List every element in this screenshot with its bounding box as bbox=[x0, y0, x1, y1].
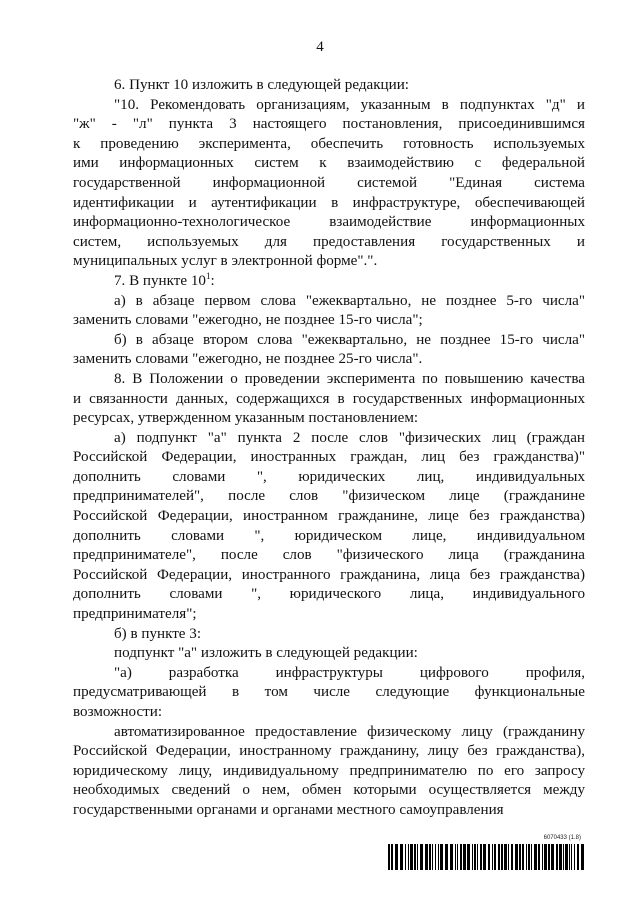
document-code: 6070433 (1.8) bbox=[543, 835, 581, 841]
paragraph-line: необходимых сведений о нем, обмен которыми осуществляется между bbox=[73, 782, 585, 799]
paragraph-line: и связанности данных, содержащихся в государственных информационных bbox=[73, 390, 585, 407]
paragraph-line: муниципальных услуг в электронной форме".". bbox=[73, 253, 378, 270]
paragraph-line: "ж" - "л" пункта 3 настоящего постановления, присоединившимся bbox=[73, 116, 585, 133]
paragraph-line: возможности: bbox=[73, 704, 163, 720]
barcode-image bbox=[388, 844, 588, 870]
paragraph-line: идентификации и аутентификации в инфраструктуре, обеспечивающей bbox=[73, 194, 585, 211]
paragraph-line: 7. В пункте $10^1$: bbox=[114, 270, 215, 289]
paragraph-line: предпринимателя"; bbox=[73, 606, 197, 623]
paragraph-line: информационно-технологическое взаимодействие информационных bbox=[73, 214, 585, 231]
paragraph-line: а) в абзаце первом слова "ежеквартально, не позднее 5-го числа" bbox=[114, 292, 585, 309]
paragraph-line: заменить словами "ежегодно, не позднее 25-го числа". bbox=[73, 351, 423, 368]
paragraph-line: предпринимателе", после слов "физического лица (гражданина bbox=[73, 547, 585, 564]
paragraph-line: предусматривающей в том числе следующие функциональные bbox=[73, 684, 585, 701]
paragraph-line: Российской Федерации, иностранном гражданине, лице без гражданства) bbox=[73, 508, 585, 525]
paragraph-line: а) подпункт "а" пункта 2 после слов "физических лиц (граждан bbox=[114, 429, 585, 446]
paragraph-line: Российской Федерации, иностранному гражданину, лицу без гражданства), bbox=[73, 743, 585, 760]
paragraph-line: "а) разработка инфраструктуры цифрового профиля, bbox=[114, 664, 585, 681]
paragraph-line: государственной информационной системой "Единая система bbox=[73, 174, 585, 191]
document-stamp bbox=[388, 834, 588, 872]
paragraph-line: "10. Рекомендовать организациям, указанным в подпунктах "д" и bbox=[114, 96, 585, 113]
paragraph-line: подпункт "а" изложить в следующей редакции: bbox=[114, 645, 418, 662]
page-number: 4 bbox=[316, 39, 324, 55]
paragraph-line: 8. В Положении о проведении эксперимента по повышению качества bbox=[114, 370, 585, 387]
paragraph-line: дополнить словами ", юридического лица, индивидуального bbox=[73, 586, 585, 603]
paragraph-line: ими информационных систем к взаимодействию с федеральной bbox=[73, 155, 585, 172]
paragraph-line: дополнить словами ", юридическом лице, индивидуальном bbox=[73, 527, 585, 544]
paragraph-line: б) в абзаце втором слова "ежеквартально, не позднее 15-го числа" bbox=[114, 331, 585, 348]
paragraph-line: ресурсах, утвержденном указанным постановлением: bbox=[73, 410, 419, 427]
superscript: 1 bbox=[205, 270, 211, 281]
document-body bbox=[73, 76, 585, 821]
paragraph-line: Российской Федерации, иностранных граждан, лиц без гражданства)" bbox=[73, 449, 585, 466]
paragraph-line: дополнить словами ", юридических лиц, индивидуальных bbox=[73, 468, 585, 485]
paragraph-line: автоматизированное предоставление физическому лицу (гражданину bbox=[114, 723, 585, 740]
paragraph-line: систем, используемых для предоставления государственных и bbox=[73, 233, 585, 250]
paragraph-line: к проведению эксперимента, обеспечить готовность используемых bbox=[73, 135, 585, 152]
paragraph-line: юридическому лицу, индивидуальному предпринимателю по его запросу bbox=[73, 762, 585, 779]
paragraph-line: 6. Пункт 10 изложить в следующей редакции: bbox=[114, 77, 409, 93]
paragraph-line: государственными органами и органами местного самоуправления bbox=[73, 801, 504, 818]
paragraph-line: заменить словами "ежегодно, не позднее 15-го числа"; bbox=[73, 312, 423, 329]
paragraph-line: Российской Федерации, иностранного гражданина, лица без гражданства) bbox=[73, 566, 585, 583]
paragraph-line: предпринимателей", после слов "физическом лице (гражданине bbox=[73, 488, 585, 505]
paragraph-line: б) в пункте 3: bbox=[114, 625, 202, 642]
